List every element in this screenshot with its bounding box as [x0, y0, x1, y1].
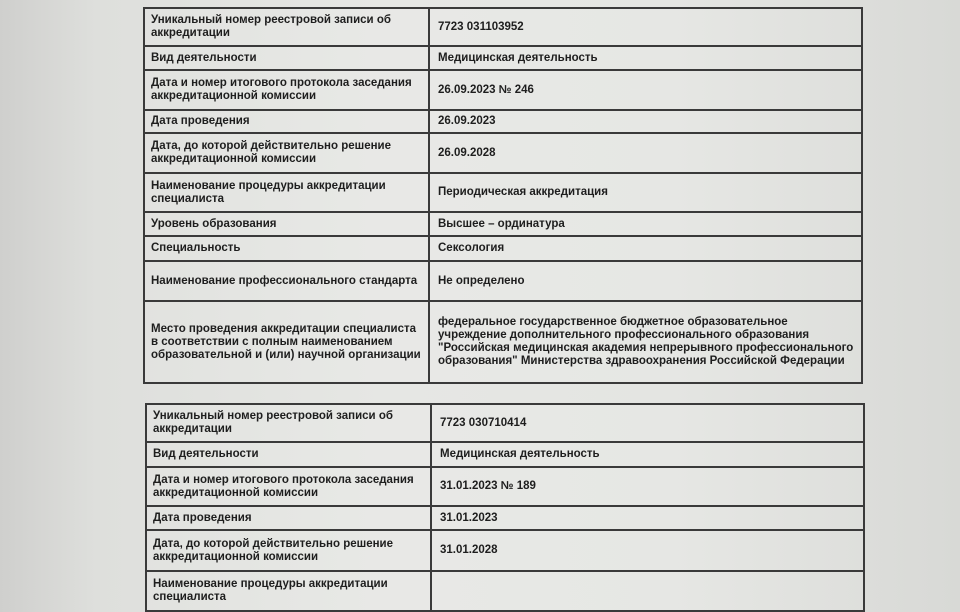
row-label: Уровень образования	[144, 212, 429, 236]
row-value: Медицинская деятельность	[429, 46, 862, 70]
row-value: Не определено	[429, 261, 862, 301]
table-row	[144, 8, 862, 46]
row-value: 7723 031103952	[429, 8, 862, 46]
table-row	[144, 173, 862, 212]
table-row	[144, 110, 862, 133]
row-value: Периодическая аккредитация	[429, 173, 862, 212]
row-label: Уникальный номер реестровой записи об аккредитации	[146, 404, 431, 442]
table-row	[144, 261, 862, 301]
table-row	[146, 404, 864, 442]
table-row	[144, 212, 862, 236]
row-label: Место проведения аккредитации специалиста в соответствии с полным наименованием образовательной и (или) научной организации	[144, 301, 429, 383]
row-label: Наименование профессионального стандарта	[144, 261, 429, 301]
row-value: 31.01.2023	[431, 506, 864, 530]
row-value: Медицинская деятельность	[431, 442, 864, 467]
table-row	[144, 46, 862, 70]
table-row	[146, 506, 864, 530]
row-label: Специальность	[144, 236, 429, 261]
row-label: Уникальный номер реестровой записи об аккредитации	[144, 8, 429, 46]
row-label: Вид деятельности	[146, 442, 431, 467]
table-row	[144, 70, 862, 110]
row-value: федеральное государственное бюджетное образовательное учреждение дополнительного профессионального образования "Российская медицинская академия непрерывного профессионального образования" Министерства здравоохранения Российской Федерации	[429, 301, 862, 383]
row-value: 26.09.2023	[429, 110, 862, 133]
row-label: Дата и номер итогового протокола заседания аккредитационной комиссии	[146, 467, 431, 506]
row-value	[431, 571, 864, 611]
table-row	[146, 442, 864, 467]
table-row	[144, 236, 862, 261]
row-label: Дата и номер итогового протокола заседания аккредитационной комиссии	[144, 70, 429, 110]
row-label: Дата, до которой действительно решение аккредитационной комиссии	[146, 530, 431, 571]
row-label: Вид деятельности	[144, 46, 429, 70]
table-row	[146, 467, 864, 506]
row-value: 26.09.2023 № 246	[429, 70, 862, 110]
table-row	[144, 301, 862, 383]
table-row	[146, 571, 864, 611]
accreditation-table-1	[143, 7, 863, 384]
row-value: 31.01.2023 № 189	[431, 467, 864, 506]
accreditation-table-2	[145, 403, 865, 612]
row-value: 31.01.2028	[431, 530, 864, 571]
row-label: Наименование процедуры аккредитации специалиста	[144, 173, 429, 212]
row-label: Дата проведения	[146, 506, 431, 530]
table-row	[146, 530, 864, 571]
table-row	[144, 133, 862, 173]
row-label: Наименование процедуры аккредитации специалиста	[146, 571, 431, 611]
row-value: Высшее – ординатура	[429, 212, 862, 236]
row-label: Дата, до которой действительно решение аккредитационной комиссии	[144, 133, 429, 173]
row-label: Дата проведения	[144, 110, 429, 133]
row-value: Сексология	[429, 236, 862, 261]
row-value: 7723 030710414	[431, 404, 864, 442]
row-value: 26.09.2028	[429, 133, 862, 173]
